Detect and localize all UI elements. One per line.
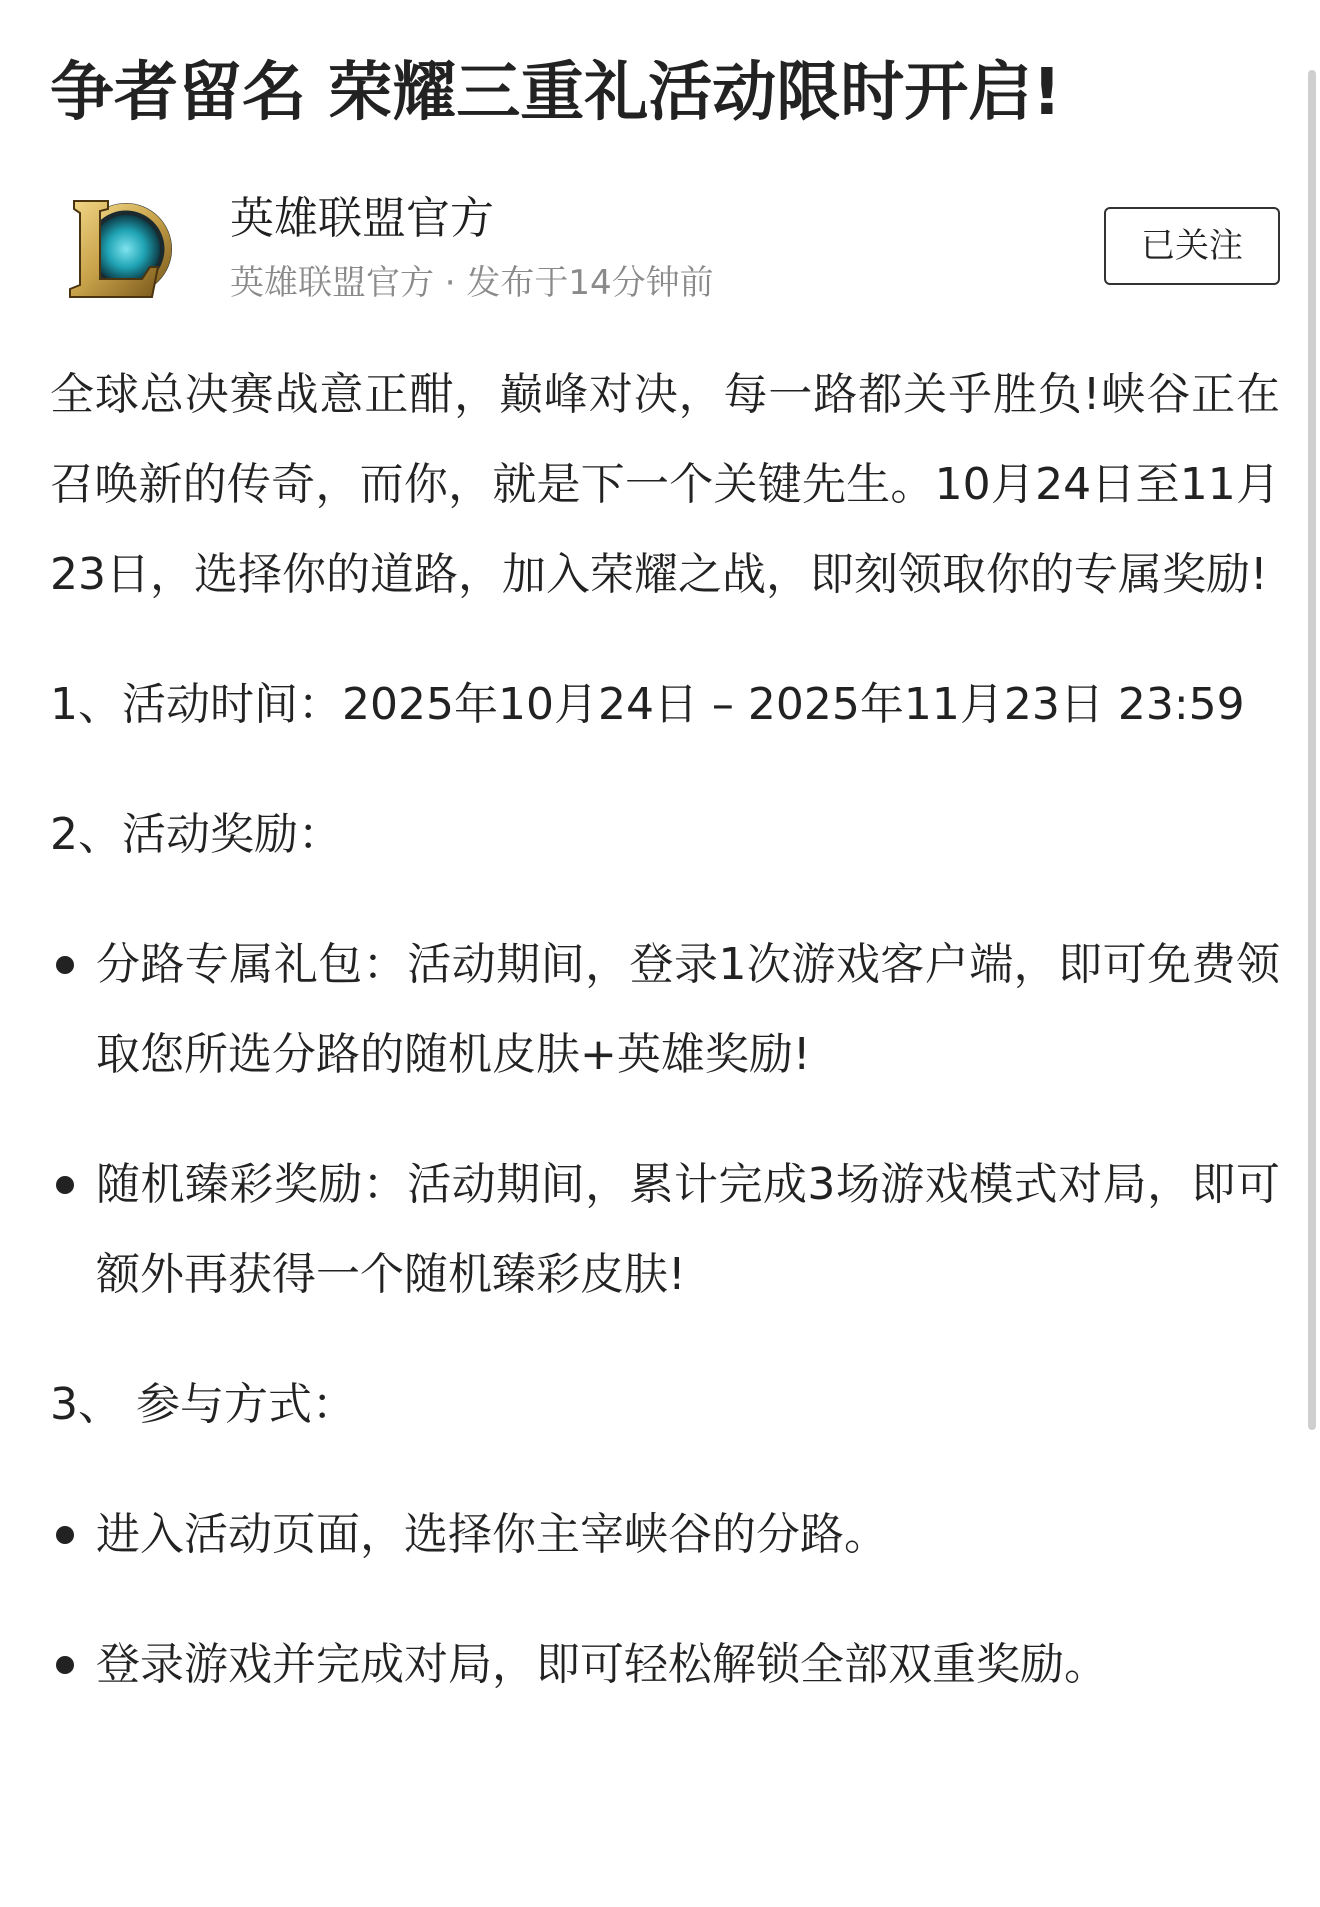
scrollbar[interactable] — [1308, 70, 1316, 1430]
bullet-icon — [56, 1526, 74, 1544]
list-item — [50, 1140, 1280, 1320]
article-body — [50, 350, 1280, 1750]
follow-button[interactable]: 已关注 — [1104, 207, 1280, 285]
bullet-icon — [56, 956, 74, 974]
participation-heading: 3、 参与方式： — [50, 1379, 356, 1430]
bullet-icon — [56, 1656, 74, 1674]
step-select-lane: 进入活动页面，选择你主宰峡谷的分路。 — [96, 1509, 888, 1560]
list-item — [50, 1490, 1280, 1580]
event-time: 1、活动时间：2025年10月24日 – 2025年11月23日 23:59 — [50, 679, 1245, 730]
intro-paragraph: 全球总决赛战意正酣，巅峰对决，每一路都关乎胜负!峡谷正在召唤新的传奇，而你，就是下一个关键先生。10月24日至11月23日，选择你的道路，加入荣耀之战，即刻领取你的专属奖励! — [50, 369, 1280, 600]
author-name[interactable]: 英雄联盟官方 — [230, 193, 494, 244]
reward-prestige: 随机臻彩奖励：活动期间，累计完成3场游戏模式对局，即可额外再获得一个随机臻彩皮肤! — [96, 1159, 1280, 1300]
author-meta: 英雄联盟官方 · 发布于14分钟前 — [230, 263, 714, 303]
step-play-game: 登录游戏并完成对局，即可轻松解锁全部双重奖励。 — [96, 1639, 1108, 1690]
author-header — [50, 185, 1280, 315]
author-avatar[interactable] — [64, 193, 176, 305]
reward-lane-pack: 分路专属礼包：活动期间，登录1次游戏客户端，即可免费领取您所选分路的随机皮肤+英雄奖励! — [96, 939, 1280, 1080]
bullet-icon — [56, 1176, 74, 1194]
rewards-heading: 2、活动奖励： — [50, 809, 342, 860]
list-item — [50, 1620, 1280, 1710]
lol-logo-icon — [64, 193, 176, 305]
article-title: 争者留名 荣耀三重礼活动限时开启! — [50, 56, 1062, 130]
list-item — [50, 920, 1280, 1100]
